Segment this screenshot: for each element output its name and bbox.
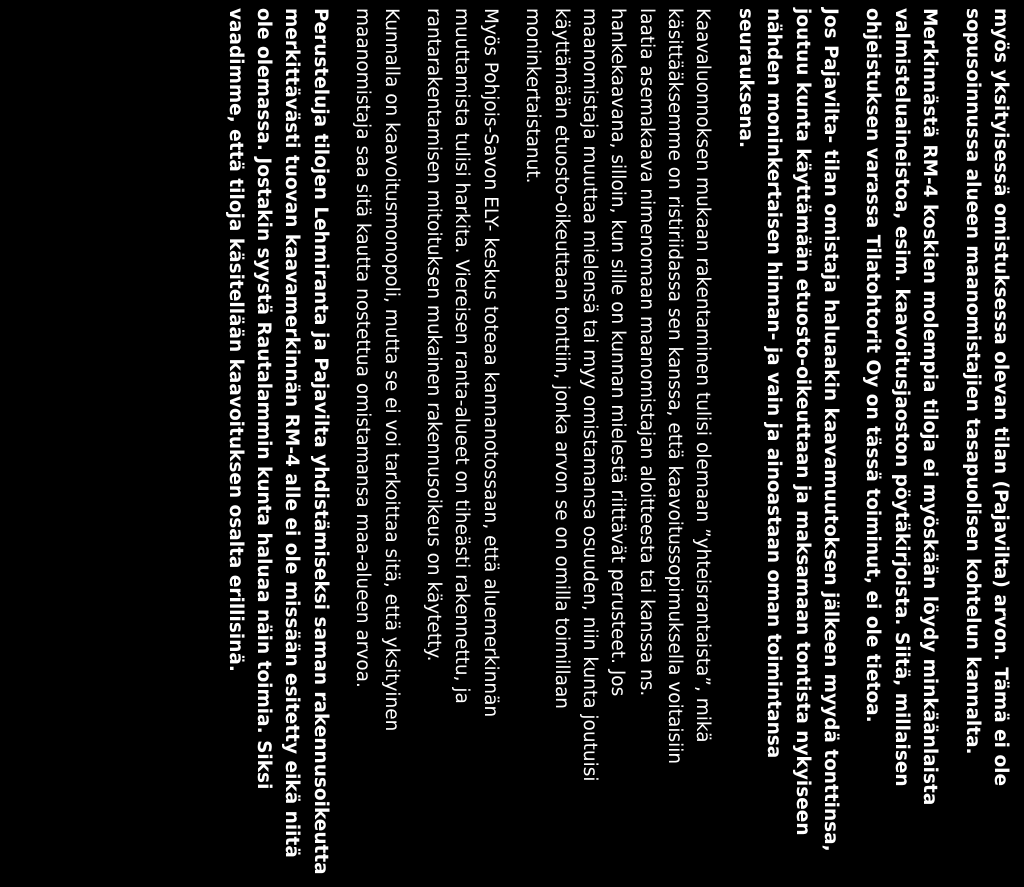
text-line: merkittävästi tuovan kaavamerkinnän RM-4 alle ei ole missään esitetty eikä niitä <box>281 8 303 858</box>
text-line: käyttämään etuosto-oikeuttaan tonttiin, jonka arvon se on omilla toimillaan <box>550 8 572 710</box>
text-line: rantarakentamisen mitoituksen mukainen rakennusoikeus on käytetty. <box>422 8 444 662</box>
paragraph-ely <box>419 8 504 887</box>
text-line: Jos Pajavilta- tilan omistaja haluaakin kaavamuutoksen jälkeen myydä tonttinsa, <box>820 8 842 852</box>
text-line: muuttamista tulisi harkita. Viereisen ranta-alueet on tiheästi rakennettu, ja <box>451 8 473 704</box>
text-line: ole olemassa. Jostakin syystä Rautalammin kunta haluaa näin toimia. Siksi <box>253 8 275 790</box>
paragraph-monopoli <box>348 8 405 887</box>
paragraph-kaavaluonnos <box>518 8 717 887</box>
text-line: Perusteluja tilojen Lehmiranta ja Pajavilta yhdistämiseksi saman rakennusoikeutta <box>309 8 331 875</box>
text-line: Merkinnästä RM-4 koskien molempia tiloja ei myöskään löydy minkäänlaista <box>919 8 941 806</box>
paragraph-intro <box>957 8 1014 887</box>
text-line: laatia asemakaava nimenomaan maanomistajan aloitteesta tai kanssa ns. <box>635 8 657 697</box>
text-line: Kaavaluonnoksen mukaan rakentaminen tulisi olemaan ”yhteisrantaista”, mikä <box>692 8 714 743</box>
text-line: käsittääksemme on ristiriidassa sen kanssa, että kaavoitussopimuksella voitaisiin <box>664 8 686 765</box>
text-line: Myös Pohjois-Savon ELY- keskus toteaa kannanotossaan, että aluemerkinnän <box>479 8 501 718</box>
text-line: vaadimme, että tiloja käsitellään kaavoituksen osalta erillisinä. <box>224 8 246 672</box>
text-line: seurauksena. <box>734 8 756 149</box>
text-line: joutuu kunta käyttämään etuosto-oikeuttaan ja maksamaan tontista nykyiseen <box>791 8 813 836</box>
paragraph-rm4 <box>858 8 943 887</box>
paragraph-pajavilta <box>730 8 844 887</box>
text-line: nähden moninkertaisen hinnan- ja vain ja ainoastaan oman toimintansa <box>763 8 785 759</box>
text-line: Kunnalla on kaavoitusmonopoli, mutta se ei voi tarkoittaa sitä, että yksityinen <box>380 8 402 732</box>
text-line: valmisteluaineistoa, esim. kaavoitusjaoston pöytäkirjoista. Siitä, millaisen <box>890 8 912 787</box>
paragraph-perustelu <box>220 8 334 887</box>
text-line: sopusoinnussa alueen maanomistajien tasapuolisen kohtelun kannalta. <box>961 8 983 755</box>
text-line: maanomistaja muuttaa mielensä tai myy omistamansa osuuden, niin kunta joutuisi <box>578 8 600 782</box>
text-line: myös yksityisessä omistuksessa olevan tilan (Pajavilta) arvon. Tämä ei ole <box>990 8 1011 787</box>
text-line: ohjeistuksen varassa Tilatohtorit Oy on tässä toiminut, ei ole tietoa. <box>862 8 884 723</box>
text-line: moninkertaistanut. <box>522 8 544 184</box>
text-line: hankekaavana, silloin, kun sille on kunnan mielestä riittävät perusteet. Jos <box>607 8 629 697</box>
text-line: maanomistaja saa sitä kautta nostettua omistamansa maa-alueen arvoa. <box>352 8 374 688</box>
